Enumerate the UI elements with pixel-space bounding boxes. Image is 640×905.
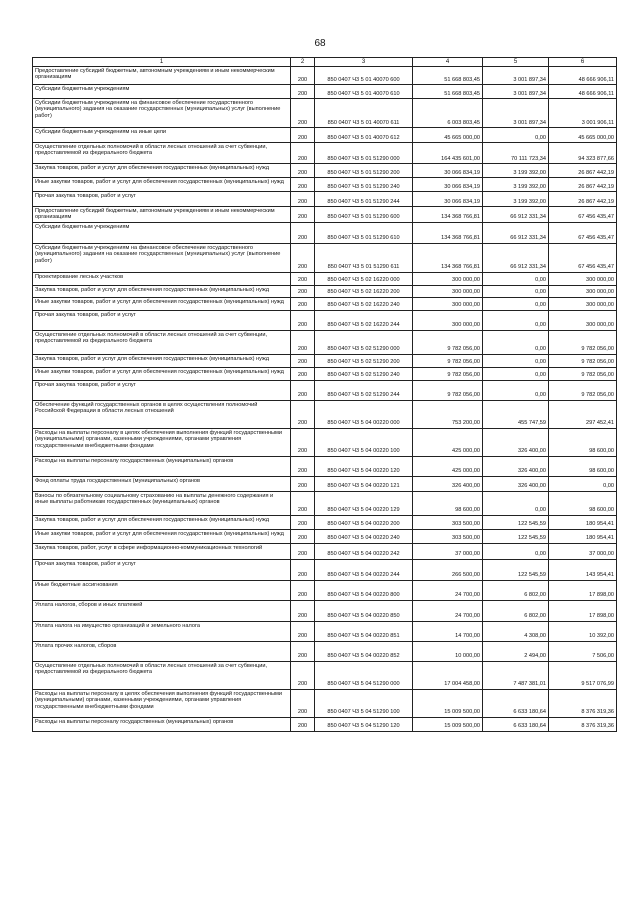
- cell-code: 200: [291, 661, 315, 689]
- cell-done: 0,00: [483, 297, 549, 310]
- table-row: [33, 128, 617, 143]
- cell-rest: 8 376 319,36: [549, 689, 617, 717]
- cell-rest: 180 954,41: [549, 529, 617, 543]
- cell-desc: Уплата прочих налогов, сборов: [33, 641, 291, 661]
- cell-code: 200: [291, 456, 315, 476]
- cell-rest: 17 898,00: [549, 580, 617, 600]
- cell-desc: Субсидии бюджетным учреждениям на финансовое обеспечение государственного (муниципального) задания на оказание государственных (муниципальных) услуг (выполнение работ): [33, 99, 291, 128]
- cell-kbk: 850 0407 Ч3 5 04 00220 240: [315, 529, 413, 543]
- page-number: 68: [314, 38, 326, 49]
- table-row: [33, 543, 617, 559]
- cell-code: 200: [291, 207, 315, 223]
- cell-desc: Проектирование лесных участков: [33, 272, 291, 285]
- cell-plan: 425 000,00: [413, 456, 483, 476]
- table-row: [33, 580, 617, 600]
- cell-done: 0,00: [483, 330, 549, 354]
- cell-kbk: 850 0407 Ч3 5 01 40070 600: [315, 67, 413, 85]
- cell-plan: 51 668 803,45: [413, 67, 483, 85]
- cell-plan: 45 665 000,00: [413, 128, 483, 143]
- cell-done: 0,00: [483, 128, 549, 143]
- cell-desc: Субсидии бюджетным учреждениям на финансовое обеспечение государственного (муниципального) задания на оказание государственных (муниципальных) услуг (выполнение работ): [33, 243, 291, 272]
- cell-code: 200: [291, 476, 315, 491]
- cell-rest: 300 000,00: [549, 272, 617, 285]
- cell-kbk: 850 0407 Ч3 5 01 51290 000: [315, 143, 413, 164]
- cell-code: 200: [291, 367, 315, 380]
- cell-kbk: 850 0407 Ч3 5 04 00220 200: [315, 515, 413, 529]
- table-row: [33, 717, 617, 731]
- cell-done: 7 487 381,01: [483, 661, 549, 689]
- cell-desc: Осуществление отдельных полномочий в области лесных отношений за счет субвенции, предоставляемой из федерального бюджета: [33, 661, 291, 689]
- table-row: [33, 515, 617, 529]
- cell-kbk: 850 0407 Ч3 5 02 51290 244: [315, 380, 413, 400]
- cell-kbk: 850 0407 Ч3 5 04 00220 121: [315, 476, 413, 491]
- cell-plan: 303 500,00: [413, 515, 483, 529]
- cell-desc: Расходы на выплаты персоналу в целях обеспечения выполнения функций государственными (муниципальными) органами, казенными учреждениями, органами управления государственными внебюджетными фондами: [33, 428, 291, 456]
- cell-kbk: 850 0407 Ч3 5 02 16220 244: [315, 310, 413, 330]
- cell-rest: 98 600,00: [549, 428, 617, 456]
- table-row: [33, 222, 617, 243]
- cell-code: 200: [291, 164, 315, 178]
- table-row: [33, 207, 617, 223]
- table-row: [33, 400, 617, 428]
- cell-code: 200: [291, 580, 315, 600]
- cell-plan: 37 000,00: [413, 543, 483, 559]
- cell-kbk: 850 0407 Ч3 5 04 00220 100: [315, 428, 413, 456]
- cell-kbk: 850 0407 Ч3 5 01 51290 244: [315, 192, 413, 207]
- cell-kbk: 850 0407 Ч3 5 02 16220 000: [315, 272, 413, 285]
- cell-code: 200: [291, 178, 315, 192]
- cell-plan: 17 004 458,00: [413, 661, 483, 689]
- cell-kbk: 850 0407 Ч3 5 04 51290 120: [315, 717, 413, 731]
- cell-desc: Расходы на выплаты персоналу государственных (муниципальных) органов: [33, 456, 291, 476]
- cell-rest: 37 000,00: [549, 543, 617, 559]
- cell-rest: 67 456 435,47: [549, 207, 617, 223]
- cell-rest: 297 452,41: [549, 400, 617, 428]
- cell-plan: 9 782 056,00: [413, 367, 483, 380]
- cell-kbk: 850 0407 Ч3 5 01 40070 611: [315, 99, 413, 128]
- cell-done: 3 199 392,00: [483, 164, 549, 178]
- cell-desc: Прочая закупка товаров, работ и услуг: [33, 380, 291, 400]
- cell-desc: Иные закупки товаров, работ и услуг для обеспечения государственных (муниципальных) нужд: [33, 529, 291, 543]
- cell-code: 200: [291, 543, 315, 559]
- cell-rest: 143 954,41: [549, 559, 617, 580]
- table-row: [33, 380, 617, 400]
- table-row: [33, 367, 617, 380]
- cell-rest: 26 867 442,19: [549, 178, 617, 192]
- cell-code: 200: [291, 621, 315, 641]
- cell-plan: 24 700,00: [413, 600, 483, 621]
- cell-done: 0,00: [483, 491, 549, 515]
- cell-done: 122 545,59: [483, 515, 549, 529]
- cell-desc: Субсидии бюджетным учреждениям: [33, 85, 291, 99]
- cell-done: 3 001 897,34: [483, 67, 549, 85]
- cell-desc: Уплата налога на имущество организаций и земельного налога: [33, 621, 291, 641]
- cell-plan: 9 782 056,00: [413, 330, 483, 354]
- cell-desc: Закупка товаров, работ и услуг для обеспечения государственных (муниципальных) нужд: [33, 285, 291, 297]
- cell-rest: 300 000,00: [549, 310, 617, 330]
- cell-plan: 134 368 766,81: [413, 207, 483, 223]
- cell-rest: 48 666 906,11: [549, 85, 617, 99]
- cell-done: 0,00: [483, 380, 549, 400]
- table-row: [33, 99, 617, 128]
- col-header-4: 4: [413, 58, 483, 67]
- cell-kbk: 850 0407 Ч3 5 04 00220 129: [315, 491, 413, 515]
- cell-code: 200: [291, 128, 315, 143]
- cell-code: 200: [291, 717, 315, 731]
- cell-code: 200: [291, 143, 315, 164]
- cell-code: 200: [291, 400, 315, 428]
- cell-rest: 9 782 056,00: [549, 354, 617, 367]
- cell-desc: Предоставление субсидий бюджетным, автономным учреждениям и иным некоммерческим организациям: [33, 207, 291, 223]
- cell-rest: 8 376 319,36: [549, 717, 617, 731]
- cell-done: 326 400,00: [483, 476, 549, 491]
- cell-code: 200: [291, 285, 315, 297]
- cell-done: 66 912 331,34: [483, 207, 549, 223]
- cell-plan: 30 066 834,19: [413, 192, 483, 207]
- cell-plan: 6 003 803,45: [413, 99, 483, 128]
- cell-code: 200: [291, 330, 315, 354]
- cell-kbk: 850 0407 Ч3 5 02 16220 240: [315, 297, 413, 310]
- cell-plan: 425 000,00: [413, 428, 483, 456]
- cell-kbk: 850 0407 Ч3 5 02 51290 000: [315, 330, 413, 354]
- cell-code: 200: [291, 529, 315, 543]
- cell-done: 0,00: [483, 285, 549, 297]
- cell-plan: 300 000,00: [413, 285, 483, 297]
- table-row: [33, 310, 617, 330]
- cell-done: 6 802,00: [483, 600, 549, 621]
- cell-desc: Осуществление отдельных полномочий в области лесных отношений за счет субвенции, предоставляемой из федерального бюджета: [33, 330, 291, 354]
- cell-kbk: 850 0407 Ч3 5 01 40070 610: [315, 85, 413, 99]
- cell-desc: Прочая закупка товаров, работ и услуг: [33, 310, 291, 330]
- cell-code: 200: [291, 192, 315, 207]
- cell-plan: 51 668 803,45: [413, 85, 483, 99]
- cell-desc: Иные закупки товаров, работ и услуг для обеспечения государственных (муниципальных) нужд: [33, 178, 291, 192]
- cell-kbk: 850 0407 Ч3 5 01 51290 610: [315, 222, 413, 243]
- cell-code: 200: [291, 310, 315, 330]
- cell-done: 122 545,59: [483, 559, 549, 580]
- cell-desc: Субсидии бюджетным учреждениям на иные цели: [33, 128, 291, 143]
- cell-desc: Осуществление отдельных полномочий в области лесных отношений за счет субвенции, предоставляемой из федерального бюджета: [33, 143, 291, 164]
- cell-plan: 15 009 500,00: [413, 717, 483, 731]
- cell-desc: Иные закупки товаров, работ и услуг для обеспечения государственных (муниципальных) нужд: [33, 297, 291, 310]
- cell-desc: Расходы на выплаты персоналу государственных (муниципальных) органов: [33, 717, 291, 731]
- table-row: [33, 67, 617, 85]
- table-row: [33, 559, 617, 580]
- cell-kbk: 850 0407 Ч3 5 02 51290 200: [315, 354, 413, 367]
- cell-rest: 0,00: [549, 476, 617, 491]
- cell-done: 6 802,00: [483, 580, 549, 600]
- table-row: [33, 297, 617, 310]
- cell-rest: 45 665 000,00: [549, 128, 617, 143]
- cell-kbk: 850 0407 Ч3 5 04 51290 100: [315, 689, 413, 717]
- cell-kbk: 850 0407 Ч3 5 01 40070 612: [315, 128, 413, 143]
- table-row: [33, 661, 617, 689]
- cell-desc: Взносы по обязательному социальному страхованию на выплаты денежного содержания и иные выплаты работникам государственных (муниципальных) органов: [33, 491, 291, 515]
- cell-code: 200: [291, 428, 315, 456]
- cell-plan: 30 066 834,19: [413, 178, 483, 192]
- budget-table: [32, 57, 617, 732]
- cell-code: 200: [291, 243, 315, 272]
- cell-done: 0,00: [483, 310, 549, 330]
- table-row: [33, 178, 617, 192]
- cell-done: 0,00: [483, 354, 549, 367]
- cell-rest: 67 456 435,47: [549, 222, 617, 243]
- cell-done: 3 001 897,34: [483, 85, 549, 99]
- cell-plan: 15 009 500,00: [413, 689, 483, 717]
- cell-done: 2 494,00: [483, 641, 549, 661]
- cell-desc: Субсидии бюджетным учреждениям: [33, 222, 291, 243]
- col-header-1: 1: [33, 58, 291, 67]
- cell-plan: 24 700,00: [413, 580, 483, 600]
- cell-plan: 9 782 056,00: [413, 354, 483, 367]
- table-row: [33, 192, 617, 207]
- cell-plan: 303 500,00: [413, 529, 483, 543]
- cell-plan: 134 368 766,81: [413, 243, 483, 272]
- table-row: [33, 641, 617, 661]
- cell-done: 122 545,59: [483, 529, 549, 543]
- cell-plan: 326 400,00: [413, 476, 483, 491]
- cell-code: 200: [291, 222, 315, 243]
- table-row: [33, 476, 617, 491]
- cell-kbk: 850 0407 Ч3 5 02 51290 240: [315, 367, 413, 380]
- table-row: [33, 456, 617, 476]
- cell-plan: 300 000,00: [413, 297, 483, 310]
- table-row: [33, 689, 617, 717]
- cell-code: 200: [291, 297, 315, 310]
- cell-kbk: 850 0407 Ч3 5 02 16220 200: [315, 285, 413, 297]
- cell-desc: Расходы на выплаты персоналу в целях обеспечения выполнения функций государственными (муниципальными) органами, казенными учреждениями, органами управления государственными внебюджетными фондами: [33, 689, 291, 717]
- col-header-3: 3: [315, 58, 413, 67]
- cell-desc: Иные бюджетные ассигнования: [33, 580, 291, 600]
- table-row: [33, 330, 617, 354]
- table-row: [33, 272, 617, 285]
- cell-rest: 26 867 442,19: [549, 164, 617, 178]
- cell-desc: Закупка товаров, работ и услуг для обеспечения государственных (муниципальных) нужд: [33, 354, 291, 367]
- table-row: [33, 600, 617, 621]
- cell-desc: Уплата налогов, сборов и иных платежей: [33, 600, 291, 621]
- cell-plan: 300 000,00: [413, 272, 483, 285]
- cell-done: 3 001 897,34: [483, 99, 549, 128]
- cell-plan: 164 435 601,00: [413, 143, 483, 164]
- cell-desc: Прочая закупка товаров, работ и услуг: [33, 192, 291, 207]
- table-body: [33, 67, 617, 732]
- cell-code: 200: [291, 641, 315, 661]
- table-row: [33, 164, 617, 178]
- table-row: [33, 491, 617, 515]
- cell-plan: 10 000,00: [413, 641, 483, 661]
- cell-rest: 180 954,41: [549, 515, 617, 529]
- table-row: [33, 285, 617, 297]
- cell-kbk: 850 0407 Ч3 5 01 51290 240: [315, 178, 413, 192]
- cell-code: 200: [291, 99, 315, 128]
- cell-rest: 9 782 056,00: [549, 380, 617, 400]
- cell-plan: 98 600,00: [413, 491, 483, 515]
- cell-kbk: 850 0407 Ч3 5 01 51290 611: [315, 243, 413, 272]
- cell-desc: Иные закупки товаров, работ и услуг для обеспечения государственных (муниципальных) нужд: [33, 367, 291, 380]
- table-row: [33, 243, 617, 272]
- cell-kbk: 850 0407 Ч3 5 04 00220 000: [315, 400, 413, 428]
- table-row: [33, 143, 617, 164]
- cell-rest: 3 001 906,11: [549, 99, 617, 128]
- cell-done: 326 400,00: [483, 456, 549, 476]
- cell-code: 200: [291, 600, 315, 621]
- cell-kbk: 850 0407 Ч3 5 04 00220 800: [315, 580, 413, 600]
- table-row: [33, 354, 617, 367]
- cell-done: 0,00: [483, 543, 549, 559]
- cell-rest: 94 323 877,66: [549, 143, 617, 164]
- cell-kbk: 850 0407 Ч3 5 04 00220 851: [315, 621, 413, 641]
- cell-rest: 9 782 056,00: [549, 367, 617, 380]
- cell-code: 200: [291, 272, 315, 285]
- cell-kbk: 850 0407 Ч3 5 04 00220 850: [315, 600, 413, 621]
- cell-kbk: 850 0407 Ч3 5 01 51290 200: [315, 164, 413, 178]
- cell-desc: Обеспечение функций государственных органов в целях осуществления полномочий Российской Федерации в области лесных отношений: [33, 400, 291, 428]
- table-row: [33, 85, 617, 99]
- cell-rest: 300 000,00: [549, 297, 617, 310]
- cell-done: 3 199 392,00: [483, 178, 549, 192]
- cell-kbk: 850 0407 Ч3 5 04 00220 120: [315, 456, 413, 476]
- cell-rest: 10 392,00: [549, 621, 617, 641]
- col-header-2: 2: [291, 58, 315, 67]
- cell-kbk: 850 0407 Ч3 5 04 00220 852: [315, 641, 413, 661]
- col-header-6: 6: [549, 58, 617, 67]
- cell-desc: Закупка товаров, работ и услуг для обеспечения государственных (муниципальных) нужд: [33, 515, 291, 529]
- cell-done: 455 747,59: [483, 400, 549, 428]
- cell-rest: 98 600,00: [549, 456, 617, 476]
- cell-plan: 30 066 834,19: [413, 164, 483, 178]
- cell-plan: 753 200,00: [413, 400, 483, 428]
- cell-code: 200: [291, 67, 315, 85]
- cell-kbk: 850 0407 Ч3 5 04 00220 242: [315, 543, 413, 559]
- cell-plan: 134 368 766,81: [413, 222, 483, 243]
- cell-kbk: 850 0407 Ч3 5 04 51290 000: [315, 661, 413, 689]
- table-row: [33, 529, 617, 543]
- cell-kbk: 850 0407 Ч3 5 04 00220 244: [315, 559, 413, 580]
- cell-rest: 300 000,00: [549, 285, 617, 297]
- cell-desc: Прочая закупка товаров, работ и услуг: [33, 559, 291, 580]
- cell-plan: 266 500,00: [413, 559, 483, 580]
- col-header-5: 5: [483, 58, 549, 67]
- cell-desc: Закупка товаров, работ и услуг для обеспечения государственных (муниципальных) нужд: [33, 164, 291, 178]
- cell-plan: 300 000,00: [413, 310, 483, 330]
- cell-code: 200: [291, 689, 315, 717]
- cell-rest: 48 666 906,11: [549, 67, 617, 85]
- cell-code: 200: [291, 85, 315, 99]
- cell-rest: 7 506,00: [549, 641, 617, 661]
- header-row: [33, 58, 617, 67]
- cell-desc: Фонд оплаты труда государственных (муниципальных) органов: [33, 476, 291, 491]
- cell-done: 0,00: [483, 367, 549, 380]
- cell-code: 200: [291, 515, 315, 529]
- cell-rest: 17 898,00: [549, 600, 617, 621]
- cell-rest: 98 600,00: [549, 491, 617, 515]
- cell-done: 4 308,00: [483, 621, 549, 641]
- cell-rest: 67 456 435,47: [549, 243, 617, 272]
- cell-done: 3 199 392,00: [483, 192, 549, 207]
- table-row: [33, 428, 617, 456]
- cell-code: 200: [291, 380, 315, 400]
- cell-plan: 14 700,00: [413, 621, 483, 641]
- cell-done: 0,00: [483, 272, 549, 285]
- cell-done: 6 633 180,64: [483, 689, 549, 717]
- cell-done: 66 912 331,34: [483, 222, 549, 243]
- table-row: [33, 621, 617, 641]
- cell-done: 6 633 180,64: [483, 717, 549, 731]
- cell-kbk: 850 0407 Ч3 5 01 51290 600: [315, 207, 413, 223]
- cell-rest: 9 517 076,99: [549, 661, 617, 689]
- cell-code: 200: [291, 354, 315, 367]
- cell-rest: 26 867 442,19: [549, 192, 617, 207]
- cell-done: 326 400,00: [483, 428, 549, 456]
- cell-done: 66 912 331,34: [483, 243, 549, 272]
- cell-desc: Закупка товаров, работ, услуг в сфере информационно-коммуникационных технологий: [33, 543, 291, 559]
- cell-done: 70 111 723,34: [483, 143, 549, 164]
- cell-rest: 9 782 056,00: [549, 330, 617, 354]
- cell-code: 200: [291, 491, 315, 515]
- cell-plan: 9 782 056,00: [413, 380, 483, 400]
- cell-desc: Предоставление субсидий бюджетным, автономным учреждениям и иным некоммерческим организациям: [33, 67, 291, 85]
- cell-code: 200: [291, 559, 315, 580]
